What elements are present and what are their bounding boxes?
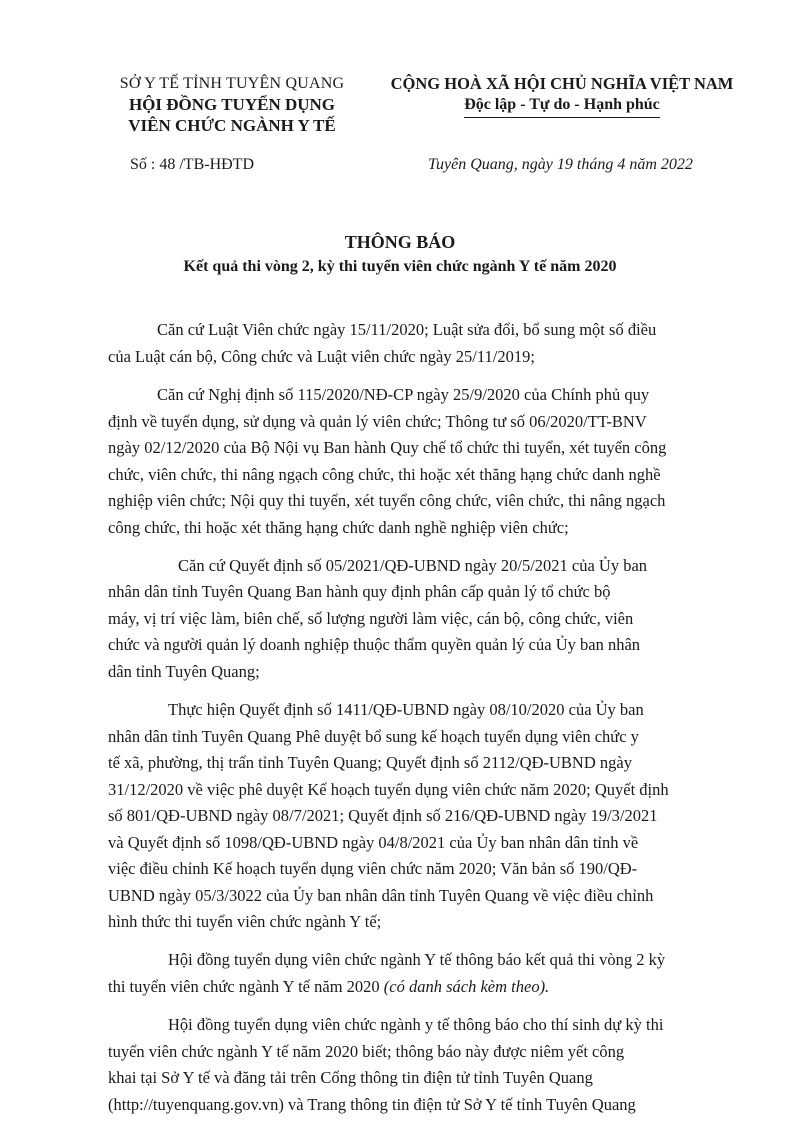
body-line: dân tỉnh Tuyên Quang; — [108, 662, 260, 681]
body-line: máy, vị trí việc làm, biên chế, số lượng người làm việc, cán bộ, công chức, viên — [108, 609, 634, 628]
body-line: nhân dân tỉnh Tuyên Quang Ban hành quy định phân cấp quản lý tổ chức bộ — [108, 582, 611, 601]
body-line: ngày 02/12/2020 của Bộ Nội vụ Ban hành Quy chế tổ chức thi tuyển, xét tuyển công — [108, 438, 667, 457]
document-subtitle: Kết quả thi vòng 2, kỳ thi tuyển viên chức ngành Y tế năm 2020 — [183, 258, 617, 275]
body-line: khai tại Sở Y tế và đăng tải trên Cổng thông tin điện tử tỉnh Tuyên Quang — [108, 1068, 593, 1087]
document-number: Số : 48 /TB-HĐTD — [130, 156, 254, 173]
document-title: THÔNG BÁO — [344, 232, 456, 252]
body-line: hình thức thi tuyển viên chức ngành Y tế; — [108, 912, 382, 931]
body-line: và Quyết định số 1098/QĐ-UBND ngày 04/8/2021 của Ủy ban nhân dân tỉnh về — [108, 833, 639, 852]
body-line: số 801/QĐ-UBND ngày 08/7/2021; Quyết định số 216/QĐ-UBND ngày 19/3/2021 — [108, 806, 658, 825]
body-line: tuyển viên chức ngành Y tế năm 2020 biết; thông báo này được niêm yết công — [108, 1042, 625, 1061]
agency-name: SỞ Y TẾ TỈNH TUYÊN QUANG — [119, 75, 345, 92]
council-name-line1: HỘI ĐỒNG TUYỂN DỤNG — [128, 95, 336, 114]
body-line: chức, viên chức, thi nâng ngạch công chức, thi hoặc xét thăng hạng chức danh nghề — [108, 465, 661, 484]
nation-name: CỘNG HOÀ XÃ HỘI CHỦ NGHĨA VIỆT NAM — [390, 74, 734, 93]
body-line: việc điều chỉnh Kế hoạch tuyển dụng viên chức năm 2020; Văn bản số 190/QĐ- — [108, 859, 638, 878]
place-date: Tuyên Quang, ngày 19 tháng 4 năm 2022 — [428, 156, 693, 173]
body-line: Thực hiện Quyết định số 1411/QĐ-UBND ngày 08/10/2020 của Ủy ban — [168, 700, 644, 719]
council-name-line2: VIÊN CHỨC NGÀNH Y TẾ — [128, 116, 336, 135]
body-line: 31/12/2020 về việc phê duyệt Kế hoạch tuyển dụng viên chức năm 2020; Quyết định — [108, 780, 669, 799]
body-line: Căn cứ Nghị định số 115/2020/NĐ-CP ngày 25/9/2020 của Chính phủ quy — [157, 385, 650, 404]
nation-block — [362, 74, 762, 118]
body-line: Căn cứ Luật Viên chức ngày 15/11/2020; Luật sửa đổi, bổ sung một số điều — [157, 320, 657, 339]
body-line: Căn cứ Quyết định số 05/2021/QĐ-UBND ngày 20/5/2021 của Ủy ban — [178, 556, 648, 575]
body-line: Hội đồng tuyển dụng viên chức ngành y tế thông báo cho thí sinh dự kỳ thi — [168, 1015, 664, 1034]
body-line: (http://tuyenquang.gov.vn) và Trang thông tin điện tử Sở Y tế tỉnh Tuyên Quang — [108, 1095, 636, 1114]
body-line: UBND ngày 05/3/3022 của Ủy ban nhân dân tỉnh Tuyên Quang về việc điều chỉnh — [108, 886, 654, 905]
body-line: Hội đồng tuyển dụng viên chức ngành Y tế thông báo kết quả thi vòng 2 kỳ — [168, 950, 666, 969]
body-line: công chức, thi hoặc xét thăng hạng chức danh nghề nghiệp viên chức; — [108, 518, 569, 537]
body-text: thi tuyển viên chức ngành Y tế năm 2020 — [108, 977, 380, 996]
body-line: nhân dân tỉnh Tuyên Quang Phê duyệt bổ sung kế hoạch tuyển dụng viên chức y — [108, 727, 639, 746]
issuer-block — [92, 74, 372, 136]
body-line — [108, 977, 549, 997]
body-line: định về tuyển dụng, sử dụng và quản lý viên chức; Thông tư số 06/2020/TT-BNV — [108, 412, 647, 431]
body-line: của Luật cán bộ, Công chức và Luật viên chức ngày 25/11/2019; — [108, 347, 535, 366]
body-line: chức và người quản lý doanh nghiệp thuộc thẩm quyền quản lý của Ủy ban nhân — [108, 635, 641, 654]
body-line: tế xã, phường, thị trấn tỉnh Tuyên Quang; Quyết định số 2112/QĐ-UBND ngày — [108, 753, 632, 772]
nation-motto: Độc lập - Tự do - Hạnh phúc — [464, 94, 660, 118]
body-text-italic: (có danh sách kèm theo). — [383, 977, 550, 996]
body-line: nghiệp viên chức; Nội quy thi tuyển, xét tuyển công chức, viên chức, thi nâng ngạch — [108, 491, 666, 510]
